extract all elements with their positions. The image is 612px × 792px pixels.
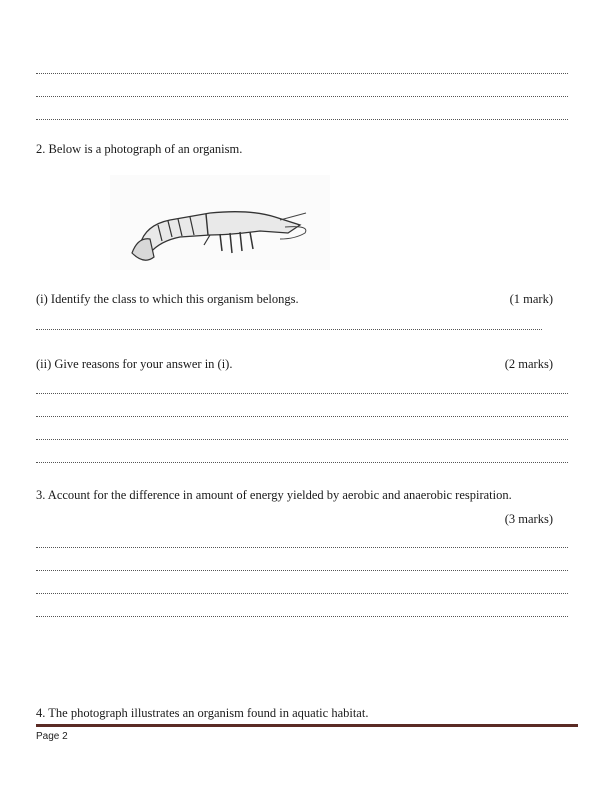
footer-divider [36,724,578,727]
answer-line[interactable] [36,392,568,394]
answer-line[interactable] [36,328,542,330]
question-2i-text: (i) Identify the class to which this organism belongs. [36,292,299,306]
answer-line[interactable] [36,118,568,120]
answer-line[interactable] [36,438,568,440]
question-4-prompt: 4. The photograph illustrates an organism found in aquatic habitat. [36,706,369,720]
question-2i-marks: (1 mark) [509,292,553,306]
answer-line[interactable] [36,615,568,617]
question-2-prompt: 2. Below is a photograph of an organism. [36,142,243,156]
question-2ii-text: (ii) Give reasons for your answer in (i). [36,357,233,371]
answer-line[interactable] [36,461,568,463]
question-3-marks: (3 marks) [504,512,553,526]
answer-line[interactable] [36,95,568,97]
answer-line[interactable] [36,592,568,594]
answer-line[interactable] [36,546,568,548]
question-2ii-marks: (2 marks) [504,357,553,371]
answer-line[interactable] [36,415,568,417]
page-number: Page 2 [36,731,68,742]
organism-image [110,175,330,270]
question-3-prompt: 3. Account for the difference in amount of energy yielded by aerobic and anaerobic respiration. [36,488,512,502]
answer-line[interactable] [36,72,568,74]
answer-line[interactable] [36,569,568,571]
